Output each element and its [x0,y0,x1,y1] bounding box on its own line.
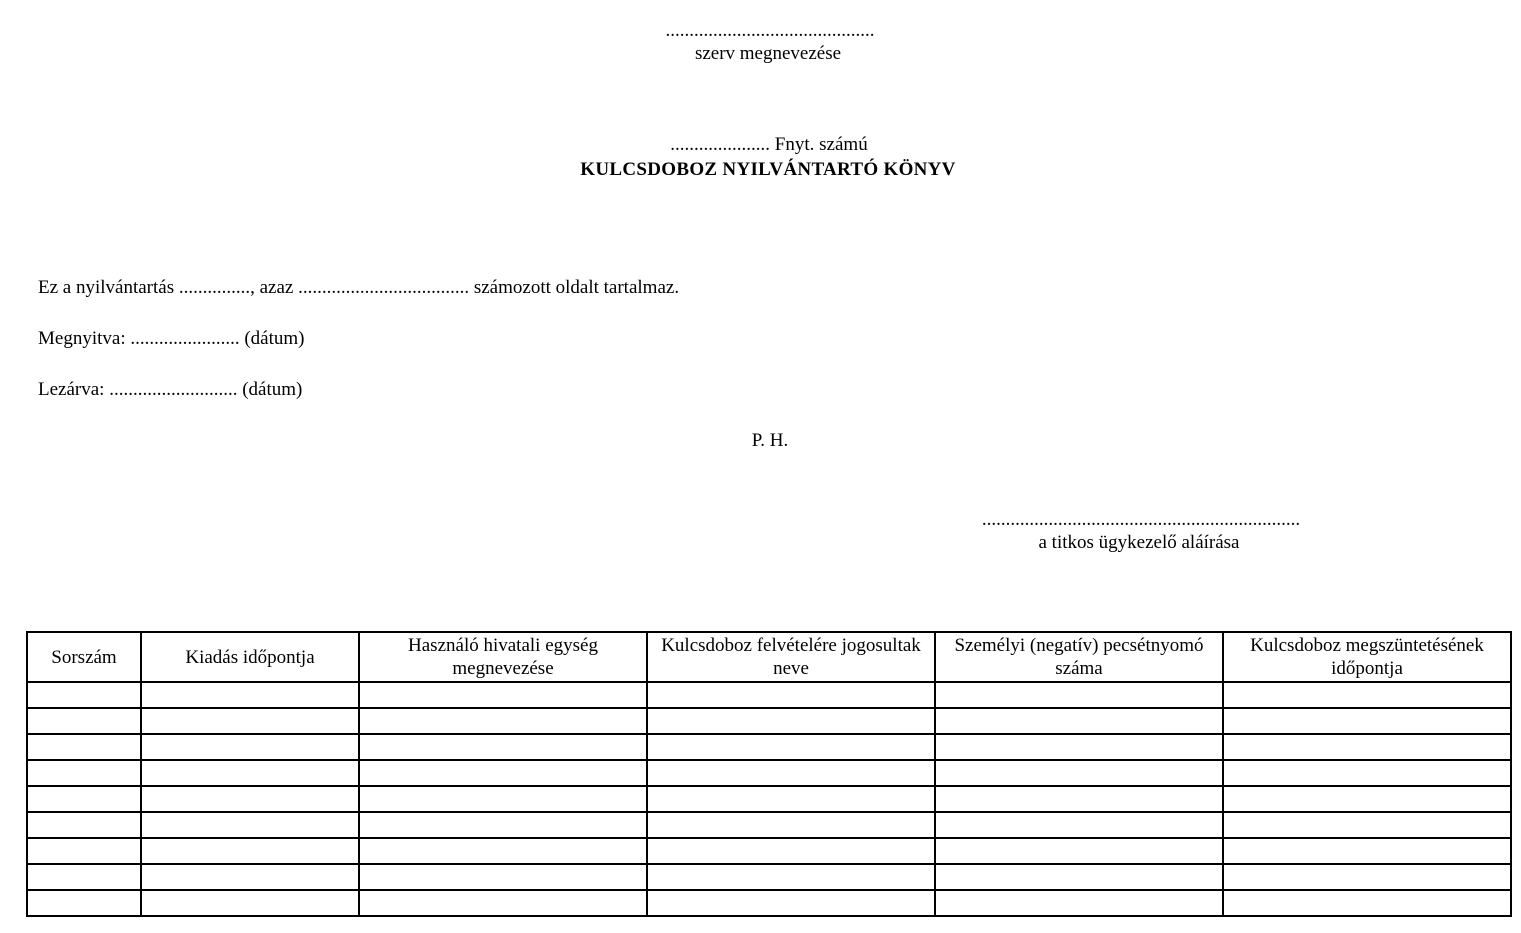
table-cell [647,864,935,890]
table-cell [359,812,647,838]
table-cell [27,890,141,916]
org-name-blank: ............................................ [665,20,875,41]
table-row [27,682,1511,708]
table-cell [935,682,1223,708]
table-cell [935,890,1223,916]
table-cell [1223,786,1511,812]
table-cell [27,734,141,760]
table-cell [935,708,1223,734]
register-number-line: ..................... Fnyt. számú [670,134,868,155]
table-cell [1223,838,1511,864]
table-cell [141,682,359,708]
table-cell [935,864,1223,890]
table-cell [27,682,141,708]
table-cell [647,812,935,838]
table-cell [359,864,647,890]
table-cell [935,786,1223,812]
opened-date-line: Megnyitva: ....................... (dátum) [38,328,305,349]
table-cell [27,812,141,838]
table-cell [935,734,1223,760]
table-cell [647,682,935,708]
table-cell [27,786,141,812]
table-cell [27,864,141,890]
table-cell [935,760,1223,786]
table-row [27,890,1511,916]
table-cell [141,812,359,838]
table-cell [1223,734,1511,760]
table-row [27,864,1511,890]
table-cell [359,708,647,734]
table-cell [647,890,935,916]
column-header-authorized-names: Kulcsdoboz felvételére jogosultak neve [647,632,935,682]
table-cell [359,786,647,812]
table-cell [359,890,647,916]
column-header-issue-time: Kiadás időpontja [141,632,359,682]
closed-date-line: Lezárva: ........................... (dátum) [38,379,303,400]
table-cell [359,838,647,864]
table-cell [359,760,647,786]
table-cell [141,760,359,786]
table-cell [647,734,935,760]
table-row [27,786,1511,812]
table-cell [141,734,359,760]
org-name-caption: szerv megnevezése [694,43,842,64]
table-cell [359,734,647,760]
table-cell [1223,864,1511,890]
document-title: KULCSDOBOZ NYILVÁNTARTÓ KÖNYV [580,159,956,180]
table-cell [1223,760,1511,786]
table-cell [1223,708,1511,734]
table-cell [27,760,141,786]
table-row [27,708,1511,734]
table-cell [27,708,141,734]
table-cell [1223,812,1511,838]
table-cell [141,786,359,812]
column-header-using-unit: Használó hivatali egység megnevezése [359,632,647,682]
table-cell [647,786,935,812]
column-header-termination-time: Kulcsdoboz megszüntetésének időpontja [1223,632,1511,682]
table-cell [647,708,935,734]
table-cell [141,890,359,916]
table-cell [359,682,647,708]
table-cell [935,812,1223,838]
table-cell [647,760,935,786]
column-header-seal-number: Személyi (negatív) pecsétnyomó száma [935,632,1223,682]
table-row [27,734,1511,760]
table-cell [141,864,359,890]
page-count-line: Ez a nyilvántartás ..............., azaz .................................... számozott oldalt tartalmaz. [38,277,680,298]
table-header-row [27,632,1511,682]
table-row [27,760,1511,786]
seal-placeholder: P. H. [751,430,789,451]
signature-blank: ................................................................... [981,509,1301,530]
signature-caption: a titkos ügykezelő aláírása [1038,532,1240,553]
table-row [27,838,1511,864]
table-cell [141,708,359,734]
table-cell [935,838,1223,864]
column-header-serial: Sorszám [27,632,141,682]
table-cell [141,838,359,864]
table-cell [1223,682,1511,708]
key-box-register-table [26,631,1512,917]
table-row [27,812,1511,838]
table-cell [647,838,935,864]
table-cell [27,838,141,864]
table-cell [1223,890,1511,916]
